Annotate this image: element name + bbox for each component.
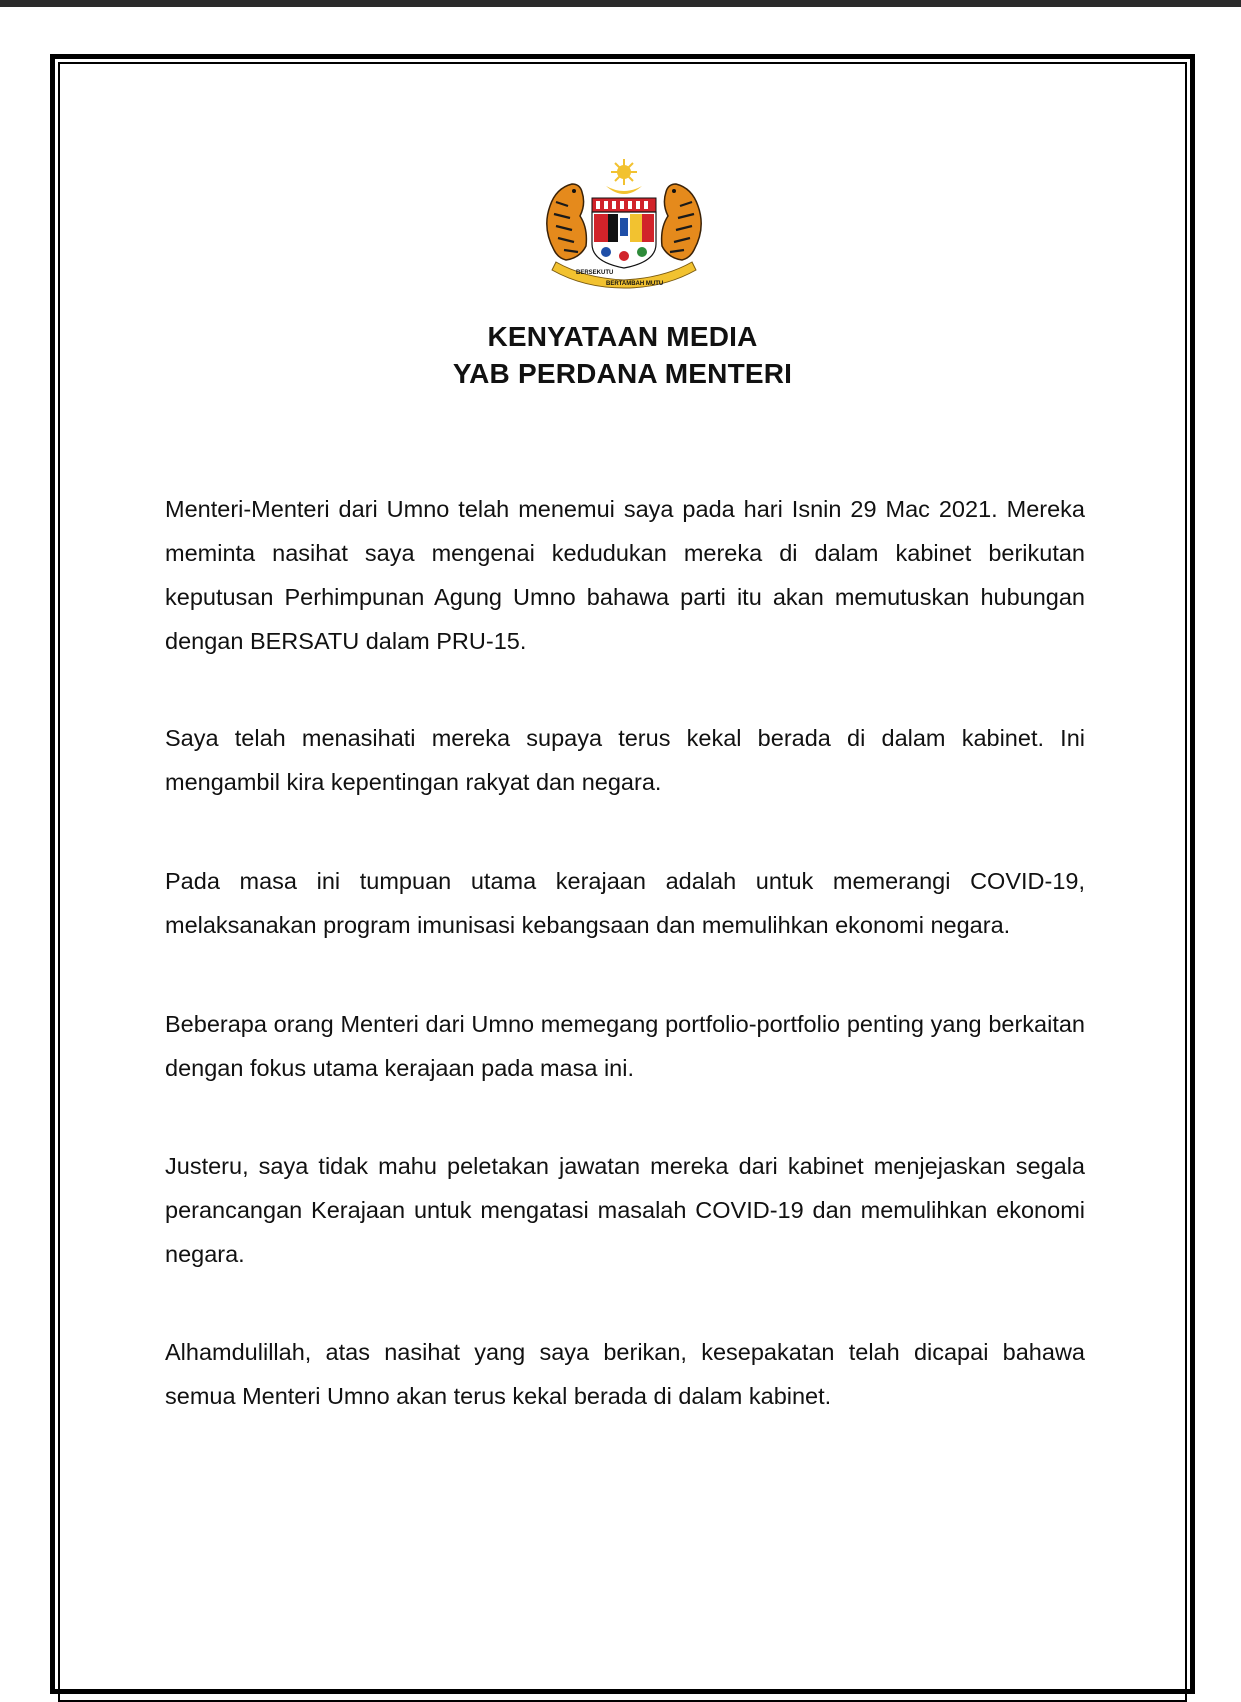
paragraph-2: Saya telah menasihati mereka supaya terus kekal berada di dalam kabinet. Ini mengambil kira kepentingan rakyat dan negara. xyxy=(165,725,1085,795)
title-line-2: YAB PERDANA MENTERI xyxy=(452,358,793,389)
paragraph-1: Menteri-Menteri dari Umno telah menemui saya pada hari Isnin 29 Mac 2021. Mereka meminta nasihat saya mengenai kedudukan mereka di dalam kabinet berikutan keputusan Perhimpunan Agung Umno bahawa parti itu akan memutuskan hubungan dengan BERSATU dalam PRU-15. xyxy=(165,496,1085,654)
paragraph-4: Beberapa orang Menteri dari Umno memegang portfolio-portfolio penting yang berkaitan dengan fokus utama kerajaan pada masa ini. xyxy=(165,1011,1085,1081)
paragraph-6: Alhamdulillah, atas nasihat yang saya berikan, kesepakatan telah dicapai bahawa semua Menteri Umno akan terus kekal berada di dalam kabinet. xyxy=(165,1339,1085,1409)
paragraph-5: Justeru, saya tidak mahu peletakan jawatan mereka dari kabinet menjejaskan segala perancangan Kerajaan untuk mengatasi masalah COVID-19 dan memulihkan ekonomi negara. xyxy=(165,1153,1085,1267)
title-line-1: KENYATAAN MEDIA xyxy=(487,321,758,352)
crest-motto-left: BERSEKUTU xyxy=(576,270,614,276)
crest-motto-center: BERTAMBAH MUTU xyxy=(606,281,664,287)
paragraph-3: Pada masa ini tumpuan utama kerajaan adalah untuk memerangi COVID-19, melaksanakan program imunisasi kebangsaan dan memulihkan ekonomi negara. xyxy=(165,868,1085,938)
malaysia-coat-of-arms-icon xyxy=(536,158,712,290)
statement-title xyxy=(58,318,1187,392)
top-bar xyxy=(0,0,1241,7)
